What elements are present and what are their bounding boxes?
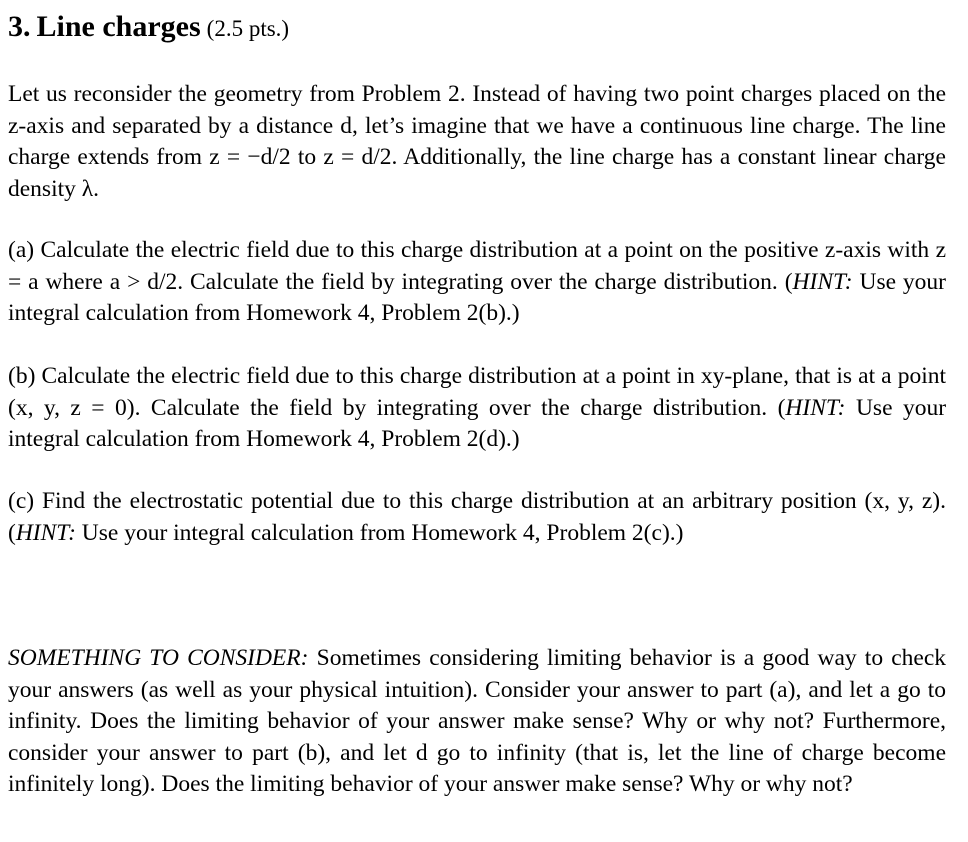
- part-a-hint-text: Use your integral calculation from Homework 4, Problem 2(b).): [8, 268, 947, 326]
- part-c-text: Find the electrostatic potential due to this charge distribution at an arbitrary position (x, y, z).: [41, 488, 946, 514]
- problem-points: (2.5 pts.): [206, 16, 290, 41]
- intro-text: Let us reconsider the geometry from Problem 2. Instead of having two point charges placed on the z-axis and separated by a distance d, let’s imagine that we have a continuous line charge. The line charge extends from z = −d/2 to z = d/2. Additionally, the line charge has a constant linear charge density λ.: [8, 81, 946, 202]
- problem-heading: [8, 10, 289, 44]
- part-c-hint-text: Use your integral calculation from Homework 4, Problem 2(c).): [81, 519, 684, 546]
- part-c-label: (c): [8, 488, 35, 514]
- consider-label: SOMETHING TO CONSIDER:: [8, 645, 309, 671]
- part-b-text: Calculate the electric field due to this charge distribution at a point in xy-plane, that is at a point (x, y, z = 0). Calculate the field by integrating over the charge distribution.: [8, 363, 947, 421]
- intro-paragraph: [8, 79, 946, 205]
- part-a-text: Calculate the electric field due to this charge distribution at a point on the positive z-axis with z = a where a > d/2. Calculate the field by integrating over the charge distribution.: [8, 237, 946, 295]
- part-c-hint-label: HINT:: [15, 519, 76, 546]
- consider-text: Sometimes considering limiting behavior is a good way to check your answers (as well as your physical intuition). Consider your answer to part (a), and let a go to infinity. Does the limiting behavior of your answer make sense? Why or why not? Furthermore, consider your answer to part (b), and let d go to infinity (that is, let the line of charge become infinitely long). Does the limiting behavior of your answer make sense? Why or why not?: [8, 645, 947, 797]
- part-b-paragraph: (b) Calculate the electric field due to this charge distribution at a point in xy-plane, that is at a point (x, y, z = 0). Calculate the field by integrating over the charge distribution. (HINT: Use your integral calculation from Homework 4, Problem 2(d).): [8, 363, 947, 452]
- consider-paragraph: [8, 643, 946, 801]
- part-b-label: (b): [8, 363, 36, 389]
- part-a-paragraph: (a) Calculate the electric field due to this charge distribution at a point on the positive z-axis with z = a where a > d/2. Calculate the field by integrating over the charge distribution. (HINT: Use your integral calculation from Homework 4, Problem 2(b).): [8, 237, 947, 326]
- part-a-hint-label: HINT:: [792, 268, 853, 295]
- problem-title: Line charges: [36, 10, 201, 43]
- part-a-label: (a): [8, 237, 35, 263]
- part-b-hint-text: Use your integral calculation from Homework 4, Problem 2(d).): [8, 394, 947, 452]
- problem-number: 3.: [8, 10, 31, 43]
- part-b-hint-label: HINT:: [785, 394, 846, 421]
- part-c-paragraph: (c) Find the electrostatic potential due to this charge distribution at an arbitrary position (x, y, z). (HINT: Use your integral calculation from Homework 4, Problem 2(c).): [8, 488, 946, 546]
